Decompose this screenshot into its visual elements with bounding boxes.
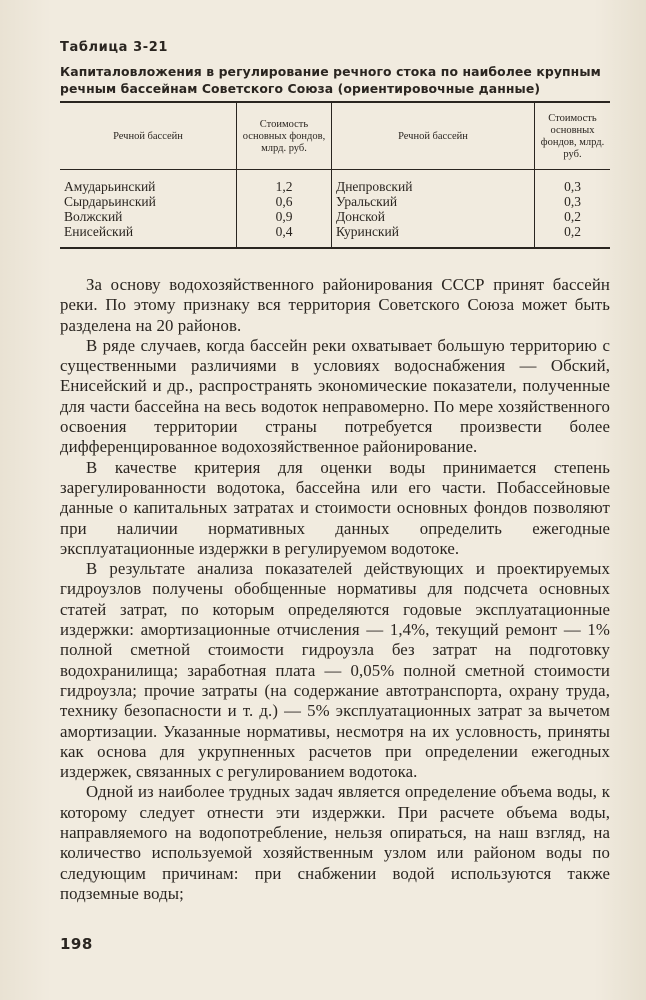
basin-cell: Енисейский [64,224,134,239]
table-row [60,209,610,224]
header-cost-left: Стоимость основных фондов, млрд. руб. [237,102,332,170]
cost-cell: 0,4 [237,224,332,248]
basin-cell: Сырдарьинский [64,194,156,209]
basin-cell: Уральский [332,194,535,209]
paragraph: За основу водохозяйственного районирования СССР принят бассейн реки. По этому признаку вся территория Советского Союза может быть разделена на 20 районов. [60,275,610,335]
basin-cell: Волжский [64,209,123,224]
basin-cell: Куринский [332,224,535,248]
cost-cell: 0,2 [564,224,581,239]
basin-cell: Амударьинский [64,179,156,194]
table-row [60,224,610,248]
cost-cell: 0,3 [564,179,581,194]
table-row [60,194,610,209]
paragraph: В ряде случаев, когда бассейн реки охватывает большую территорию с существенными различиями в условиях водоснабжения — Обский, Енисейский и др., распространять экономические показатели, полученные для части бассейна на весь водоток неправомерно. По мере хозяйственного освоения территории страны потребуется произвести более дифференцированное водохозяйственное районирование. [60,335,610,457]
table-header-row [60,102,610,170]
cost-cell: 1,2 [237,170,332,195]
cost-cell: 0,2 [564,209,581,224]
cost-cell: 0,9 [237,209,332,224]
paragraph: Одной из наиболее трудных задач является определение объема воды, к которому следует отнести эти издержки. При расчете объема воды, направляемого на водопотребление, нельзя опираться, на наш взгляд, на количество используемой хозяйственным узлом или районом воды по следующим причинам: при снабжении водой используются также подземные воды; [60,782,610,903]
header-basin-right: Речной бассейн [332,102,535,170]
page-number: 198 [60,935,93,953]
cost-cell: 0,3 [564,194,581,209]
table-caption: Капиталовложения в регулирование речного стока по наиболее крупным речным бассейнам Советского Союза (ориентировочные данные) [60,64,601,96]
header-basin-left: Речной бассейн [60,102,237,170]
header-cost-right: Стоимость основных фондов, млрд. руб. [535,102,611,170]
table-label: Таблица 3-21 [60,40,169,55]
basin-cell: Днепровский [332,170,535,195]
table-row [60,170,610,195]
body-text [60,275,610,904]
paragraph: В результате анализа показателей действующих и проектируемых гидроузлов получены обобщенные нормативы для подсчета основных статей затрат, по которым определяются годовые эксплуатационные издержки: амортизационные отчисления — 1,4%, текущий ремонт — 1% полной сметной стоимости гидроузла без затрат на подготовку водохранилища; заработная плата — 0,05% полной сметной стоимости гидроузла; прочие затраты (на содержание автотранспорта, охрану труда, технику безопасности и т. д.) — 5% эксплуатационных затрат за вычетом амортизации. Указанные нормативы, несмотря на их условность, приняты как основа для укрупненных расчетов при определении ежегодных издержек, связанных с регулированием водотока. [60,559,610,782]
page-content [60,40,610,904]
data-table [60,101,610,249]
paragraph: В качестве критерия для оценки воды принимается степень зарегулированности водотока, бассейна или его части. Побассейновые данные о капитальных затратах и стоимости основных фондов позволяют при наличии нормативных данных определить ежегодные эксплуатационные издержки в регулируемом водотоке. [60,457,610,558]
cost-cell: 0,6 [237,194,332,209]
basin-cell: Донской [332,209,535,224]
